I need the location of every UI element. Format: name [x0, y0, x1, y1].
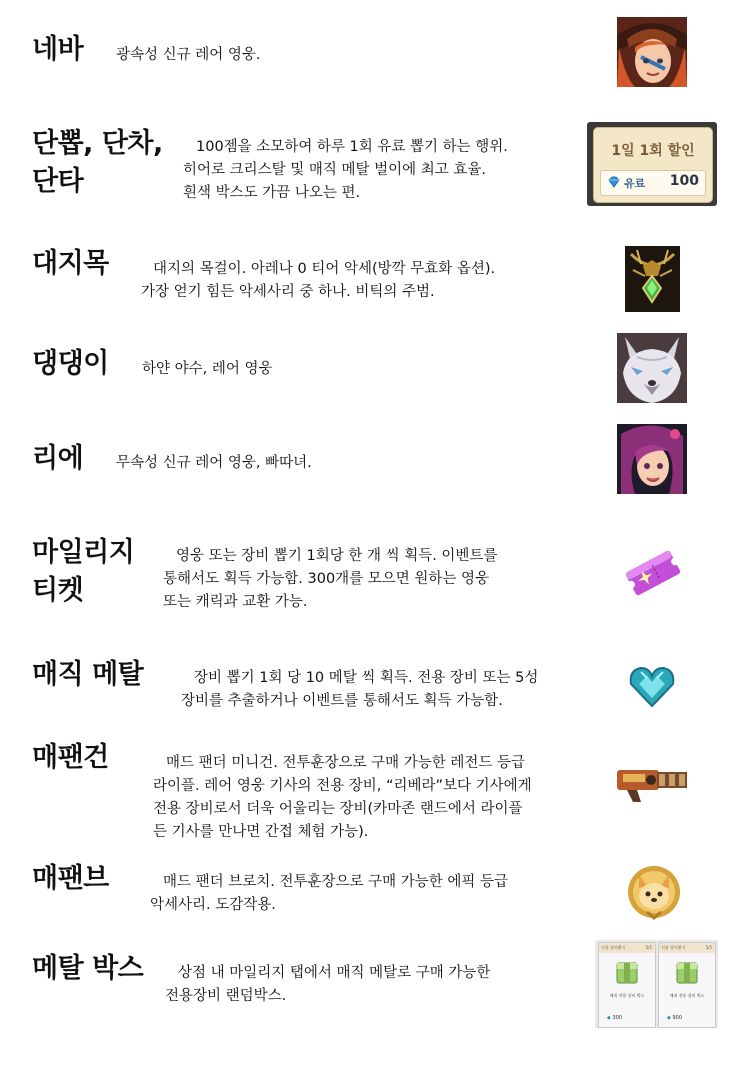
neva-portrait: [617, 17, 687, 87]
desc-mad-panda-brooch: 매드 팬더 브로치. 전투훈장으로 구매 가능한 에픽 등급 악세사리. 도감작용.: [150, 874, 509, 913]
daily-button-cost-bar: [600, 170, 706, 196]
mad-panda-minigun: [613, 762, 689, 804]
term-mileage-ticket-line2: 티켓: [32, 575, 84, 606]
term-mad-panda-brooch: 매팬브: [32, 863, 109, 894]
diamond-icon: [607, 175, 621, 189]
desc-white-beast: 하얀 야수, 레어 영웅: [142, 361, 273, 377]
earth-necklace: [625, 246, 680, 312]
desc-mileage-ticket: 영웅 또는 장비 뽑기 1회당 한 개 씩 획득. 이벤트를 통해서도 획득 가능함. 300개를 모으면 원하는 영웅 또는 캐릭과 교환 가능.: [163, 548, 498, 610]
shop-card-label: 매직 전용 장비 박스: [669, 993, 705, 998]
desc-neva: 광속성 신규 레어 영웅.: [116, 47, 261, 63]
shop-card[interactable]: [658, 942, 716, 1028]
desc-metal-box: 상점 내 마일리지 탭에서 매직 메탈로 구매 가능한 전용장비 랜덤박스.: [165, 965, 491, 1004]
desc-daily-pull: 100젬을 소모하여 하루 1회 유료 뽑기 하는 행위. 히어로 크리스탈 및 매직 메탈 벌이에 최고 효율. 흰색 박스도 가끔 나오는 편.: [183, 139, 508, 201]
term-white-beast: 댕댕이: [32, 348, 109, 379]
term-rie: 리에: [32, 443, 84, 474]
metal-box-shop: [595, 940, 718, 1028]
white-beast-portrait: [617, 333, 687, 403]
mad-panda-brooch: [625, 864, 683, 920]
desc-earth-necklace: 대지의 목걸이. 아레나 0 티어 악세(방깍 무효화 옵션). 가장 얻기 힘든 악세사리 중 하나. 비틱의 주범.: [141, 261, 496, 300]
shop-card-header: 전용 장비뽑기 5/5: [599, 943, 655, 953]
term-daily-pull-line2: 단타: [32, 166, 84, 197]
daily-button-cost-label: 유료: [624, 177, 646, 190]
term-magic-metal: 매직 메탈: [32, 659, 144, 690]
equipment-box-icon: [673, 957, 701, 985]
shop-card[interactable]: [598, 942, 656, 1028]
magic-metal: [627, 662, 677, 710]
shop-card-price: ◆ 300: [607, 1015, 622, 1021]
mileage-ticket: [622, 544, 684, 602]
daily-button-panel: [593, 127, 713, 203]
term-neva: 네바: [32, 34, 84, 65]
term-mileage-ticket: 마일리지: [32, 537, 135, 568]
term-earth-necklace: 대지목: [32, 248, 109, 279]
shop-card-price: ◆ 900: [667, 1015, 682, 1021]
desc-rie: 무속성 신규 레어 영웅, 빠따녀.: [116, 455, 312, 471]
shop-card-header: 전용 장비뽑기 5/5: [659, 943, 715, 953]
term-mad-panda-minigun: 매팬건: [32, 742, 109, 773]
term-daily-pull: 단뽑, 단차,: [32, 128, 163, 159]
shop-card-label: 매직 전용 장비 박스: [609, 993, 645, 998]
daily-button-title: 1일 1회 할인: [611, 143, 695, 159]
rie-portrait: [617, 424, 687, 494]
desc-mad-panda-minigun: 매드 팬더 미니건. 전투훈장으로 구매 가능한 레전드 등급 라이플. 레어 영웅 기사의 전용 장비, “리베라”보다 기사에게 전용 장비로서 더욱 어울리는 장비(카마존 랜드에서 라이플 든 기사를 만나면 간접 체험 가능).: [153, 755, 532, 840]
equipment-box-icon: [613, 957, 641, 985]
daily-button-cost: 100: [669, 173, 699, 189]
daily-pull-button[interactable]: [587, 122, 717, 206]
term-metal-box: 메탈 박스: [32, 953, 144, 984]
desc-magic-metal: 장비 뽑기 1회 당 10 메탈 씩 획득. 전용 장비 또는 5성 장비를 추출하거나 이벤트를 통해서도 획득 가능함.: [181, 670, 539, 709]
